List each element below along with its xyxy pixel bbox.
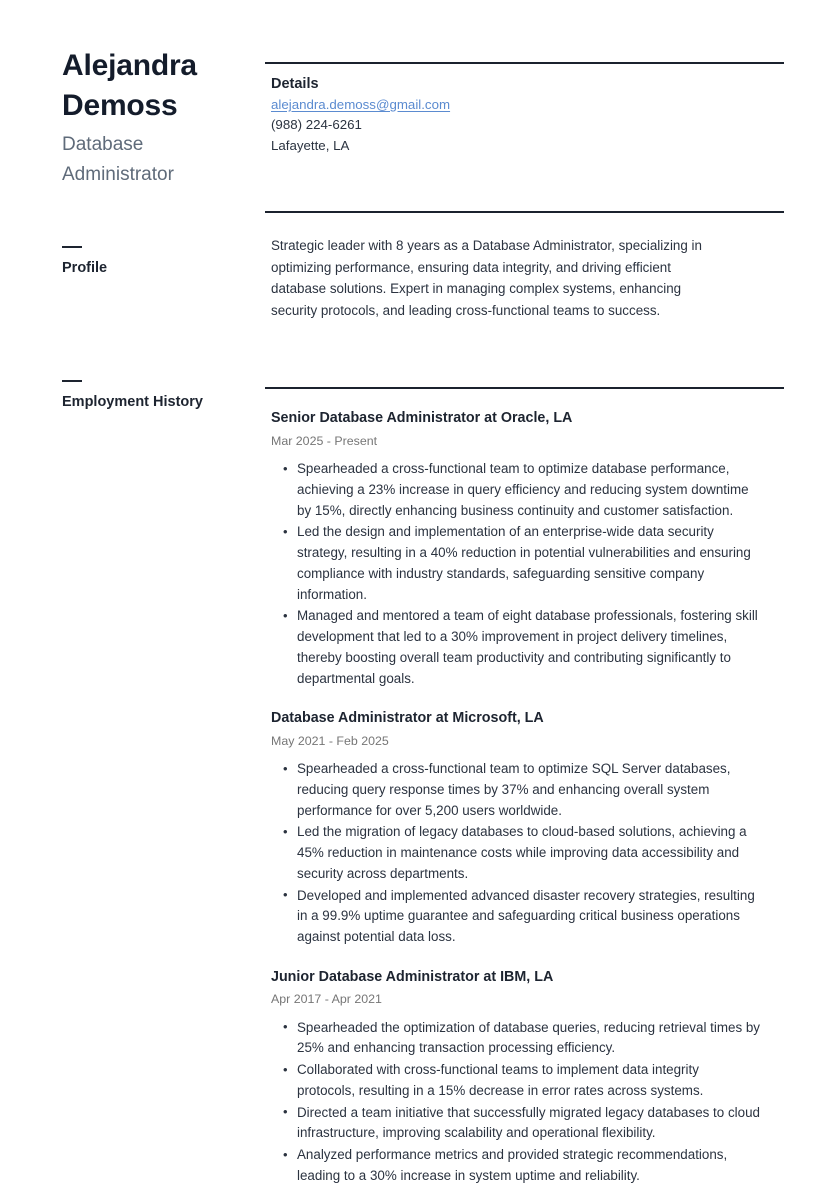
list-item: • Spearheaded a cross-functional team to optimize SQL Server databases, reducing query response times by 37% and enhancing overall system performance for over 5,200 users worldwide. xyxy=(271,759,760,821)
list-item: • Led the migration of legacy databases to cloud-based solutions, achieving a 45% reduction in maintenance costs while improving data accessibility and security across departments. xyxy=(271,822,760,884)
dash-rule-icon xyxy=(62,246,82,248)
employment-entry xyxy=(271,409,784,689)
employment-entry-title: Senior Database Administrator at Oracle, LA xyxy=(271,410,573,427)
resume-main-column xyxy=(265,0,833,1183)
list-item: • Developed and implemented advanced disaster recovery strategies, resulting in a 99.9% uptime guarantee and safeguarding critical business operations against potential data loss. xyxy=(271,886,760,948)
employment-entry-title: Database Administrator at Microsoft, LA xyxy=(271,710,544,727)
list-item: • Spearheaded a cross-functional team to optimize database performance, achieving a 23% increase in query efficiency and reducing system downtime by 15%, directly enhancing business continuity and customer satisfaction. xyxy=(271,459,760,521)
details-location: Lafayette, LA xyxy=(271,137,350,153)
profile-summary-text: Strategic leader with 8 years as a Database Administrator, specializing in optimizing performance, ensuring data integrity, and driving efficient database solutions. Expert in managing complex systems, enhancing security protocols, and leading cross-functional teams to success. xyxy=(271,238,702,318)
details-heading: Details xyxy=(271,76,319,92)
employment-section xyxy=(265,387,784,1186)
list-item: • Directed a team initiative that successfully migrated legacy databases to cloud infrastructure, improving scalability and operational flexibility. xyxy=(271,1103,760,1145)
candidate-name: Alejandra Demoss xyxy=(62,49,197,122)
list-item: • Analyzed performance metrics and provided strategic recommendations, leading to a 30% increase in system uptime and reliability. xyxy=(271,1145,760,1187)
details-section xyxy=(265,62,784,156)
employment-entry-dates: May 2021 - Feb 2025 xyxy=(271,733,389,748)
list-item: • Spearheaded the optimization of database queries, reducing retrieval times by 25% and enhancing transaction processing efficiency. xyxy=(271,1018,760,1060)
sidebar-label-profile: Profile xyxy=(62,259,108,276)
candidate-job-title: Database Administrator xyxy=(62,133,174,186)
details-email-row xyxy=(271,95,784,115)
list-item: • Collaborated with cross-functional teams to implement data integrity protocols, resulting in a 15% decrease in error rates across systems. xyxy=(271,1060,760,1102)
employment-entry xyxy=(271,709,784,948)
details-phone: (988) 224-6261 xyxy=(271,117,362,133)
employment-entry-bullets xyxy=(271,759,784,948)
list-item: • Led the design and implementation of an enterprise-wide data security strategy, resulting in a 40% reduction in potential vulnerabilities and ensuring compliance with industry standards, safeguarding sensitive company information. xyxy=(271,522,760,605)
employment-entry-title: Junior Database Administrator at IBM, LA xyxy=(271,968,554,985)
sidebar-label-employment: Employment History xyxy=(62,394,203,411)
section-divider xyxy=(265,211,784,213)
employment-entry xyxy=(271,968,784,1187)
name-block xyxy=(62,46,265,191)
profile-section xyxy=(265,211,784,321)
employment-entry-dates: Mar 2025 - Present xyxy=(271,433,378,448)
employment-entry-bullets xyxy=(271,1018,784,1187)
employment-entry-bullets xyxy=(271,459,784,689)
email-link[interactable]: alejandra.demoss@gmail.com xyxy=(271,97,451,112)
dash-rule-icon xyxy=(62,380,82,382)
resume-sidebar xyxy=(0,0,265,1178)
sidebar-section-profile xyxy=(62,246,265,278)
section-divider xyxy=(265,387,784,389)
sidebar-section-employment xyxy=(62,380,265,412)
employment-entry-dates: Apr 2017 - Apr 2021 xyxy=(271,992,382,1007)
list-item: • Managed and mentored a team of eight database professionals, fostering skill development that led to a 30% improvement in project delivery timelines, thereby boosting overall team productivity and contributing significantly to departmental goals. xyxy=(271,606,760,689)
section-divider xyxy=(265,62,784,64)
